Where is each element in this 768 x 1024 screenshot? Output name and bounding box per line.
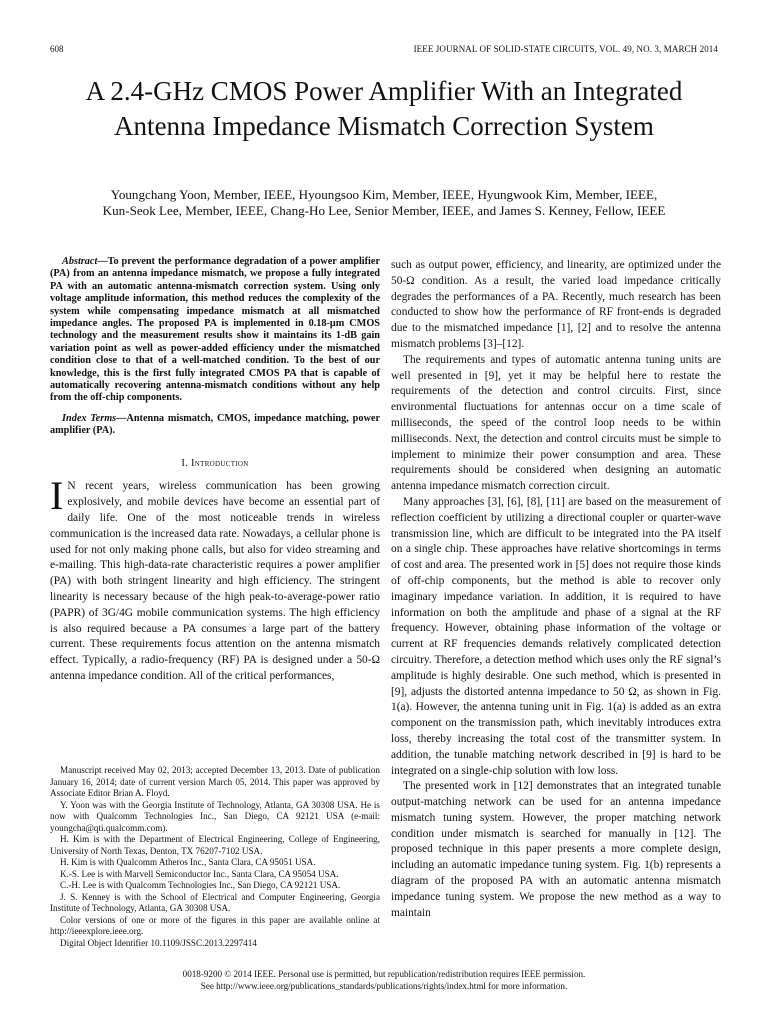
index-terms: [50, 413, 380, 438]
body-paragraph: such as output power, efficiency, and linearity, are optimized under the 50-Ω condition. As a result, the varied load impedance critically degrades the performances of a PA. Recently, much research has been conducted to show how the performance of RF front-ends is degraded due to the mismatched impedance [1], [2] and to resolve the antenna mismatch problems [3]–[12].: [391, 259, 721, 350]
footnote: Manuscript received May 02, 2013; accepted December 13, 2013. Date of publication January 16, 2014; date of current version March 05, 2014. This paper was approved by Associate Editor Brian A. Floyd.: [50, 765, 380, 798]
index-terms-text: —Antenna mismatch, CMOS, impedance matching, power amplifier (PA).: [50, 412, 380, 437]
paper-title: A 2.4-GHz CMOS Power Amplifier With an Integrated Antenna Impedance Mismatch Correction System: [85, 76, 683, 141]
rights-link-line: See http://www.ieee.org/publications_standards/publications/rights/index.html for more information.: [200, 981, 568, 991]
abstract-label: Abstract: [62, 256, 98, 267]
copyright-footer: [0, 968, 768, 992]
dropcap: I: [50, 473, 64, 519]
footnote: Color versions of one or more of the figures in this paper are available online at http://ieeexplore.ieee.org.: [50, 914, 380, 936]
intro-text: N recent years, wireless communication has been growing explosively, and mobile devices have become an essential part of daily life. One of the most noticeable trends in wireless communication is the increased data rate. Nowadays, a cellular phone is used for not only making phone calls, but also for video streaming and e-mailing. This high-data-rate characteristic requires a power amplifier (PA) with both stringent linearity and high efficiency. The stringent linearity is necessary because of the high peak-to-average-power ratio (PAPR) of 3G/4G mobile communication systems. The high efficiency is also required because a PA consumes a large part of the battery current. These requirements focus attention on the antenna mismatch effect. Typically, a radio-frequency (RF) PA is designed under a 50-Ω antenna impedance condition. All of the critical performances,: [50, 480, 380, 683]
copyright-line: 0018-9200 © 2014 IEEE. Personal use is permitted, but republication/redistribution requires IEEE permission.: [182, 969, 586, 979]
body-paragraph: The requirements and types of automatic antenna tuning units are well presented in [9], yet it may be helpful here to restate the requirements of the detection and control circuits. First, since environmental fluctuations for antennas occur on a time scale of milliseconds, the speed of the control loop needs to be within milliseconds. Next, the detection and control circuits must be simple to implement to minimize their power consumption and area. These requirements should be considered when designing an automatic antenna impedance mismatch correction circuit.: [391, 353, 721, 493]
footnote: J. S. Kenney is with the School of Electrical and Computer Engineering, Georgia Institute of Technology, Atlanta, GA 30308 USA.: [50, 891, 380, 913]
body-paragraph: Many approaches [3], [6], [8], [11] are based on the measurement of reflection coefficient by utilizing a directional coupler or quarter-wave transmission line, which are difficult to be integrated into the PA itself on a single chip. These approaches have relative shortcomings in terms of cost and area. The presented work in [5] does not require those kinds of off-chip components, but the method is able to recover only imaginary impedance variation. In addition, it is required to have information on both the amplitude and phase of a signal at the RF frequency. However, obtaining phase information of the voltage or current at RF frequencies demands relatively complicated detection circuitry. Therefore, a detection method which uses only the RF signal’s amplitude is highly desirable. One such method, which is presented in [9], adjusts the distorted antenna impedance to 50 Ω, as shown in Fig. 1(a). However, the antenna tuning unit in Fig. 1(a) is added as an extra component on the transmission path, which inevitably introduces extra loss, thereby increasing the total cost of the transmitter system. In addition, the tunable matching network described in [9] is hard to be integrated on a single-chip solution with low loss.: [391, 495, 721, 777]
footnote: Y. Yoon was with the Georgia Institute of Technology, Atlanta, GA 30308 USA. He is now with Qualcomm Technologies Inc., San Diego, CA 92121 USA (e-mail: youngcha@qti.qualcomm.com).: [50, 799, 380, 833]
intro-paragraph: [50, 473, 380, 684]
left-column: [50, 256, 380, 685]
right-column: [391, 258, 721, 921]
abstract: [50, 256, 380, 405]
abstract-text: —To prevent the performance degradation of a power amplifier (PA) from an antenna impedance mismatch, we propose a fully integrated PA with an automatic antenna-mismatch correction system. Using only voltage amplitude information, this method reduces the complexity of the system while compensating impedance mismatch at all mismatched impedance angles. The proposed PA is implemented in 0.18-μm CMOS technology and the measurement results show it maintains its 1-dB gain variation point as well as power-added efficiency under the mismatched condition close to that of a well-matched condition. To the best of our knowledge, this is the first fully integrated CMOS PA that is capable of automatically recovering antenna-mismatch conditions without any help from the off-chip components.: [50, 256, 380, 404]
author-line-2: Kun-Seok Lee, Member, IEEE, Chang-Ho Lee, Senior Member, IEEE, and James S. Kenney, Fellow, IEEE: [102, 203, 666, 218]
footnote: Digital Object Identifier 10.1109/JSSC.2013.2297414: [60, 937, 257, 948]
footnote: H. Kim is with Qualcomm Atheros Inc., Santa Clara, CA 95051 USA.: [60, 857, 316, 867]
footnote: K.-S. Lee is with Marvell Semiconductor Inc., Santa Clara, CA 95054 USA.: [60, 868, 339, 879]
index-terms-label: Index Terms: [62, 412, 117, 424]
body-paragraph: The presented work in [12] demonstrates that an integrated tunable output-matching network can be used for an antenna impedance mismatch tuning system. However, the proper matching network condition under mismatch is searched for manually in [12]. The proposed technique in this paper presents a more complete design, including an automatic impedance tuning system. Fig. 1(b) represents a diagram of the proposed PA with an automatic antenna mismatch impedance tuning system. We propose the new method as a way to maintain: [391, 780, 721, 919]
footnote: C.-H. Lee is with Qualcomm Technologies Inc., San Diego, CA 92121 USA.: [60, 880, 341, 890]
footnote: H. Kim is with the Department of Electrical Engineering, College of Engineering, University of North Texas, Denton, TX 76207-7102 USA.: [50, 834, 380, 856]
author-list: [50, 187, 718, 219]
journal-header: IEEE JOURNAL OF SOLID-STATE CIRCUITS, VOL. 49, NO. 3, MARCH 2014: [413, 44, 718, 54]
footnotes: [50, 765, 380, 949]
author-line-1: Youngchang Yoon, Member, IEEE, Hyoungsoo Kim, Member, IEEE, Hyungwook Kim, Member, IEEE,: [110, 187, 658, 202]
section-heading: I. Introduction: [181, 457, 249, 469]
page-number: 608: [50, 44, 64, 54]
